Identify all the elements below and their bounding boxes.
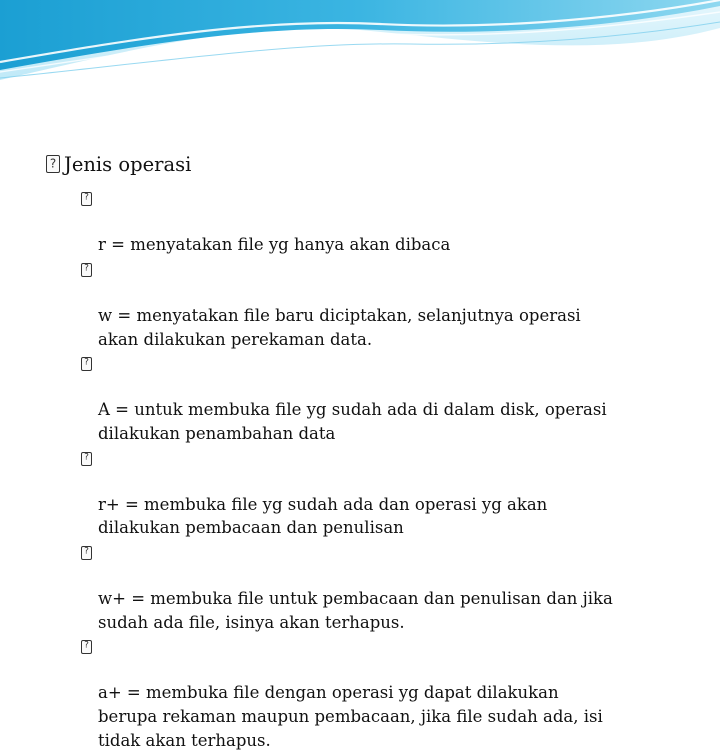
list-item: [84, 446, 686, 540]
list-item: [84, 257, 686, 351]
missing-glyph-box-icon: [81, 640, 92, 654]
list-item-text: r+ = membuka file yg sudah ada dan operasi yg akan dilakukan pembacaan dan penulisan: [98, 494, 548, 538]
slide-content: [46, 150, 686, 752]
list-item-text: r = menyatakan file yg hanya akan dibaca: [98, 235, 451, 255]
heading-text: Jenis operasi: [64, 153, 192, 176]
missing-glyph-box-icon: [81, 452, 92, 466]
list-item: [84, 634, 686, 752]
list-item-text: a+ = membuka file dengan operasi yg dapat dilakukan berupa rekaman maupun pembacaan, jika file sudah ada, isi tidak akan terhapus.: [98, 683, 603, 750]
list-item-text: w+ = membuka file untuk pembacaan dan penulisan dan jika sudah ada file, isinya akan terhapus.: [98, 589, 613, 632]
list-item: [84, 186, 686, 257]
list-item-text: w = menyatakan file baru diciptakan, selanjutnya operasi akan dilakukan perekaman data.: [98, 305, 581, 349]
list-item: [84, 351, 686, 445]
missing-glyph-box-icon: [81, 546, 92, 560]
operation-list: [46, 186, 686, 752]
slide-heading: [46, 150, 686, 180]
missing-glyph-box-icon: [81, 263, 92, 277]
missing-glyph-box-icon: [46, 155, 60, 173]
missing-glyph-box-icon: [81, 192, 92, 206]
missing-glyph-box-icon: [81, 357, 92, 371]
list-item-text: A = untuk membuka file yg sudah ada di dalam disk, operasi dilakukan penambahan data: [98, 400, 607, 443]
header-wave-decoration: [0, 0, 720, 110]
list-item: [84, 540, 686, 634]
